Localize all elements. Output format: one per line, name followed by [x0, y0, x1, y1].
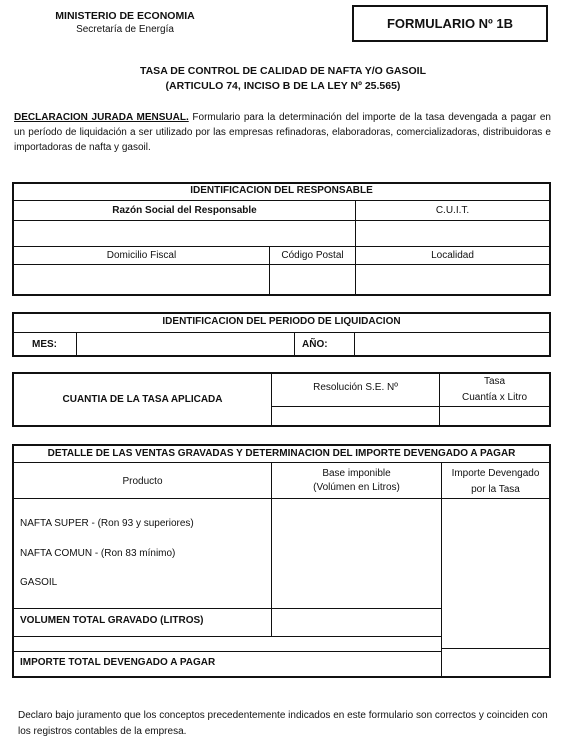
divider — [294, 332, 295, 355]
title-line-2: (ARTICULO 74, INCISO B DE LA LEY Nº 25.565) — [165, 80, 401, 92]
secretariat-name: Secretaría de Energía — [76, 24, 174, 35]
col-importe-line-1: Importe Devengado — [451, 468, 540, 479]
col-importe-line-2: por la Tasa — [471, 484, 520, 495]
col-base-line-2: (Volúmen en Litros) — [313, 482, 400, 493]
col-base-line-1: Base imponible — [322, 468, 391, 479]
divider — [271, 406, 549, 407]
period-section — [12, 312, 551, 357]
localidad-label: Localidad — [431, 250, 474, 261]
divider — [441, 648, 549, 649]
title-line-1: TASA DE CONTROL DE CALIDAD DE NAFTA Y/O GASOIL — [139, 65, 427, 77]
divider — [14, 220, 549, 221]
tasa-label: Tasa — [483, 376, 506, 387]
sales-section — [12, 444, 551, 678]
divider — [76, 332, 77, 355]
ministry-header — [40, 9, 210, 37]
cuantia-litro-label: Cuantía x Litro — [461, 392, 528, 403]
product-row: GASOIL — [20, 577, 58, 588]
divider — [14, 498, 549, 499]
total-volume-label: VOLUMEN TOTAL GRAVADO (LITROS) — [20, 615, 204, 626]
divider — [14, 332, 549, 333]
product-row: NAFTA SUPER - (Ron 93 y superiores) — [20, 518, 194, 529]
col-producto: Producto — [122, 476, 163, 487]
divider — [14, 200, 549, 201]
responsible-heading: IDENTIFICACION DEL RESPONSABLE — [190, 185, 373, 196]
form-id: FORMULARIO Nº 1B — [386, 16, 514, 31]
form-id-box — [352, 5, 548, 42]
razon-social-label: Razón Social del Responsable — [112, 205, 257, 216]
divider — [14, 608, 441, 609]
responsible-section — [12, 182, 551, 296]
intro-lead: DECLARACION JURADA MENSUAL. — [14, 112, 189, 123]
domicilio-label: Domicilio Fiscal — [106, 250, 177, 261]
codigo-postal-label: Código Postal — [281, 250, 344, 261]
footer-declaration: Declaro bajo juramento que los conceptos precedentemente indicados en este formulario son correctos y coinciden con los registros contables de la empresa. — [18, 710, 548, 737]
product-row: NAFTA COMUN - (Ron 83 mínimo) — [20, 548, 176, 559]
divider — [14, 246, 549, 247]
rate-label: CUANTIA DE LA TASA APLICADA — [62, 394, 223, 405]
sales-heading: DETALLE DE LAS VENTAS GRAVADAS Y DETERMINACION DEL IMPORTE DEVENGADO A PAGAR — [47, 448, 516, 459]
mes-label: MES: — [32, 339, 57, 350]
total-amount-label: IMPORTE TOTAL DEVENGADO A PAGAR — [20, 657, 216, 668]
divider — [14, 264, 549, 265]
intro-text: Formulario para la determinación del importe de la tasa devengada a pagar en un período de liquidación a ser utilizado por las empresas refinadoras, elaboradoras, comercializadoras, distribuidoras e importadoras de nafta y gasoil. — [14, 112, 551, 153]
resolucion-label: Resolución S.E. Nº — [313, 382, 398, 393]
divider — [14, 636, 441, 637]
divider — [14, 651, 441, 652]
anio-label: AÑO: — [302, 339, 328, 350]
intro-paragraph — [14, 110, 551, 155]
rate-section — [12, 372, 551, 427]
cuit-label: C.U.I.T. — [435, 205, 470, 216]
divider — [14, 462, 549, 463]
document-title — [0, 64, 566, 94]
ministry-name: MINISTERIO DE ECONOMIA — [55, 10, 195, 22]
divider — [354, 332, 355, 355]
period-heading: IDENTIFICACION DEL PERIODO DE LIQUIDACION — [162, 316, 401, 327]
